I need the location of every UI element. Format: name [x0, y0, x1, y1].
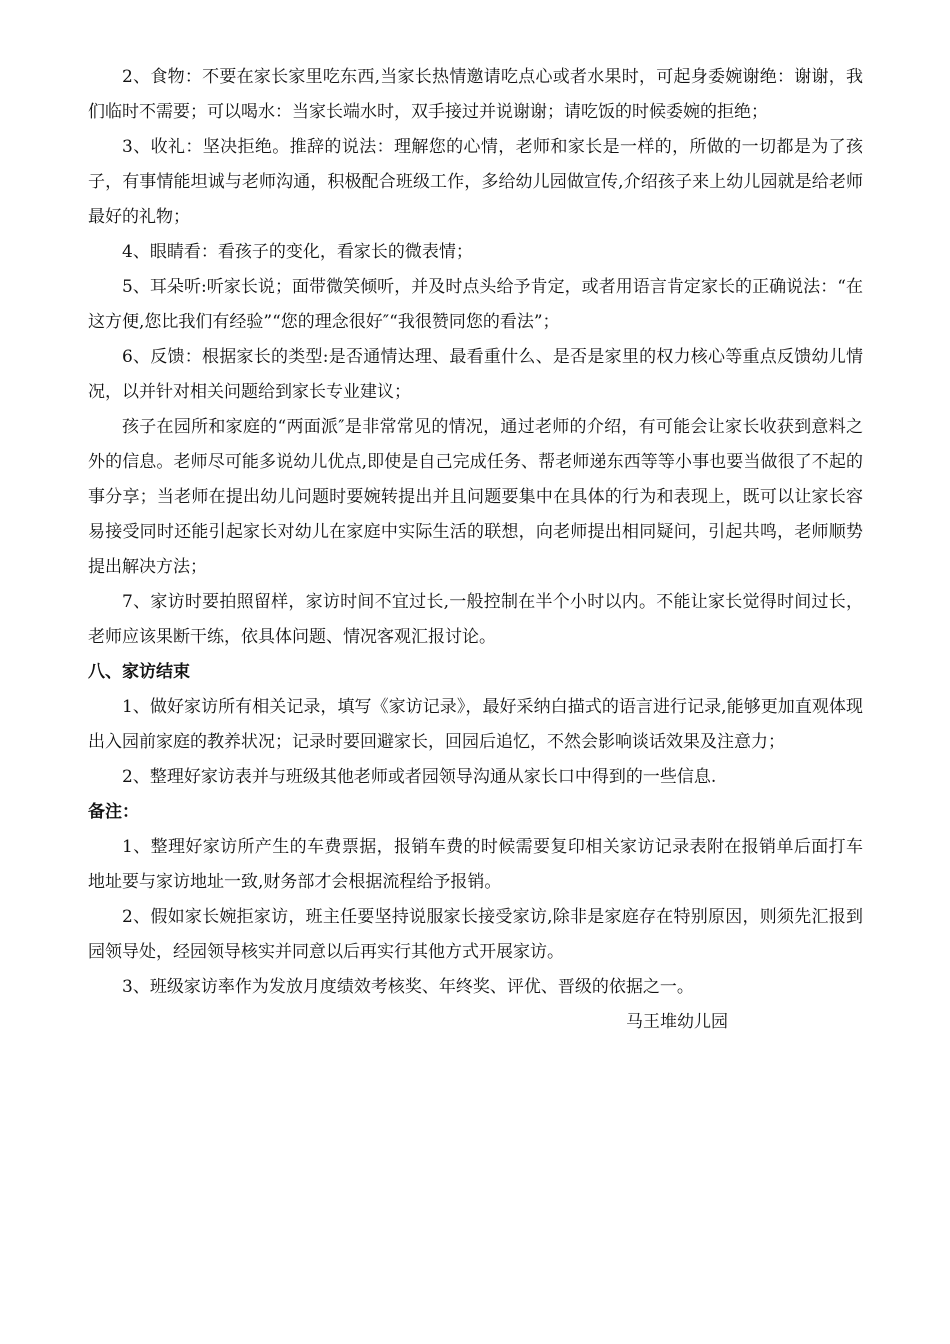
- paragraph-note-declined: 2、假如家长婉拒家访，班主任要坚持说服家长接受家访,除非是家庭存在特别原因，则须先汇报到园领导处，经园领导核实并同意以后再实行其他方式开展家访。: [88, 907, 863, 962]
- paragraph-note-rate: 3、班级家访率作为发放月度绩效考核奖、年终奖、评优、晋级的依据之一。: [122, 977, 694, 997]
- paragraph-eyes: 4、眼睛看：看孩子的变化，看家长的微表情；: [122, 242, 473, 262]
- paragraph-ears: 5、耳朵听:听家长说；面带微笑倾听，并及时点头给予肯定，或者用语言肯定家长的正确说法：“在这方便,您比我们有经验”“您的理念很好″“我很赞同您的看法”；: [88, 277, 863, 332]
- paragraph-food: 2、食物：不要在家长家里吃东西,当家长热情邀请吃点心或者水果时，可起身委婉谢绝：谢谢，我们临时不需要；可以喝水：当家长端水时，双手接过并说谢谢；请吃饭的时候委婉的拒绝；: [88, 67, 863, 122]
- paragraph-note-receipts: 1、整理好家访所产生的车费票据，报销车费的时候需要复印相关家访记录表附在报销单后面打车地址要与家访地址一致,财务部才会根据流程给予报销。: [88, 837, 863, 892]
- section-heading-visit-end: 八、家访结束: [88, 662, 190, 682]
- paragraph-feedback: 6、反馈：根据家长的类型:是否通情达理、最看重什么、是否是家里的权力核心等重点反馈幼儿情况，以并针对相关问题给到家长专业建议；: [88, 347, 863, 402]
- signature: 马王堆幼儿园: [626, 1012, 728, 1032]
- document-page: [88, 60, 863, 1040]
- paragraph-records: 1、做好家访所有相关记录，填写《家访记录》，最好采纳白描式的语言进行记录,能够更加直观体现出入园前家庭的教养状况；记录时要回避家长，回园后追忆，不然会影响谈话效果及注意力；: [88, 697, 863, 752]
- paragraph-gifts: 3、收礼：坚决拒绝。推辞的说法：理解您的心情，老师和家长是一样的，所做的一切都是为了孩子，有事情能坦诚与老师沟通，积极配合班级工作，多给幼儿园做宣传,介绍孩子来上幼儿园就是给老师最好的礼物；: [88, 137, 863, 227]
- paragraph-two-faces: 孩子在园所和家庭的“两面派″是非常常见的情况，通过老师的介绍，有可能会让家长收获到意料之外的信息。老师尽可能多说幼儿优点,即使是自己完成任务、帮老师递东西等等小事也要当做很了不起的事分享；当老师在提出幼儿问题时要婉转提出并且问题要集中在具体的行为和表现上，既可以让家长容易接受同时还能引起家长对幼儿在家庭中实际生活的联想，向老师提出相同疑问，引起共鸣，老师顺势提出解决方法；: [88, 417, 863, 577]
- paragraph-communicate: 2、整理好家访表并与班级其他老师或者园领导沟通从家长口中得到的一些信息.: [122, 767, 717, 787]
- section-heading-notes: 备注：: [88, 802, 139, 822]
- paragraph-photos: 7、家访时要拍照留样，家访时间不宜过长,一般控制在半个小时以内。不能让家长觉得时间过长，老师应该果断干练，依具体问题、情况客观汇报讨论。: [88, 592, 863, 647]
